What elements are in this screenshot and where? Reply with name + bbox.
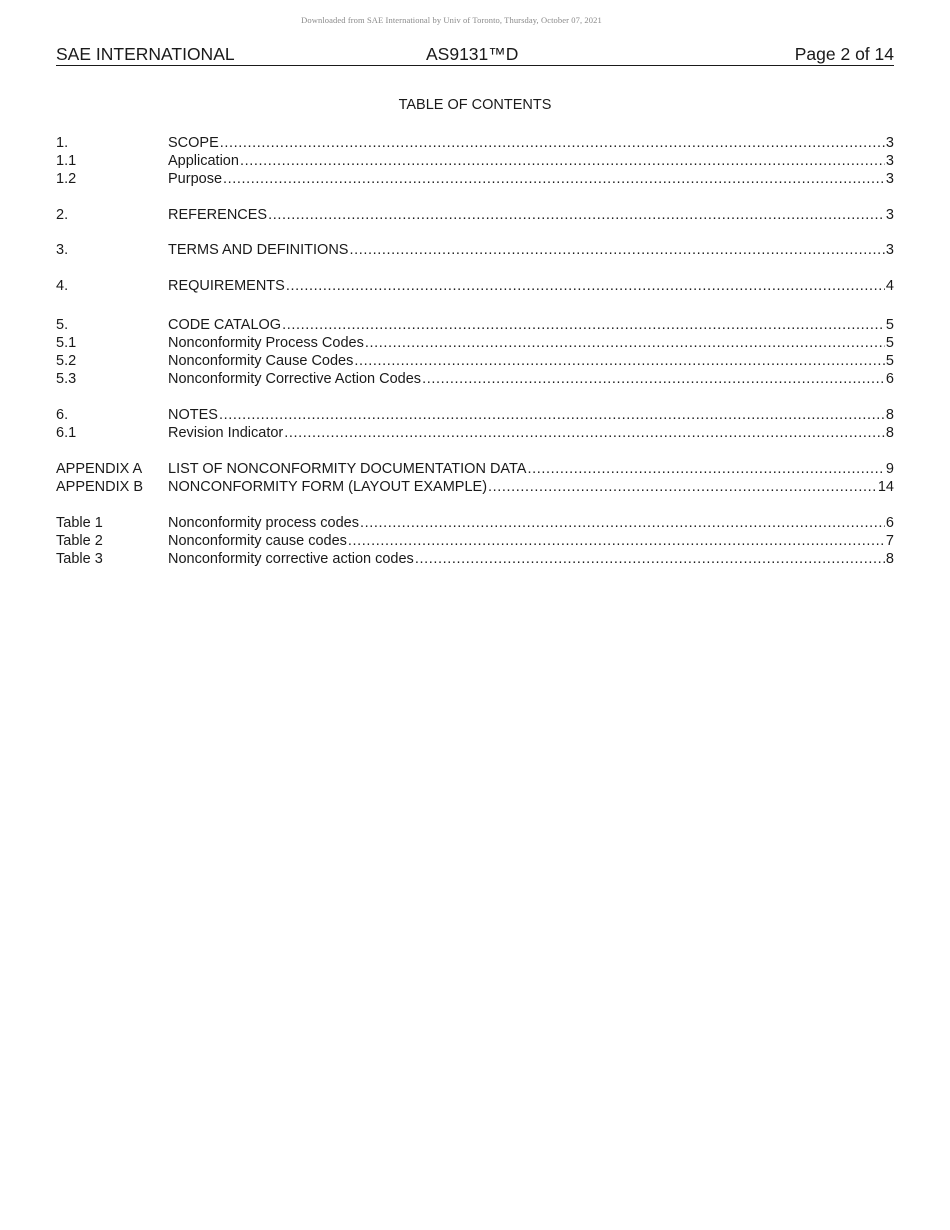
- toc-entry-title: Nonconformity Process Codes: [168, 335, 364, 351]
- toc-entry-number: 1.1: [56, 153, 77, 169]
- dot-leader: [220, 134, 885, 152]
- toc-entry-page: 4: [885, 278, 894, 294]
- toc-entry-title: TERMS AND DEFINITIONS: [168, 242, 349, 258]
- toc-group-requirements: [56, 277, 894, 295]
- toc-entry-title: SCOPE: [168, 135, 219, 151]
- toc-entry-number: APPENDIX A: [56, 461, 143, 477]
- toc-title: TABLE OF CONTENTS: [398, 97, 552, 113]
- toc-entry[interactable]: [56, 532, 894, 550]
- toc-entry-page: 5: [885, 317, 894, 333]
- header-organization: SAE INTERNATIONAL: [56, 44, 235, 64]
- toc-entry[interactable]: [56, 334, 894, 352]
- toc-entry[interactable]: [56, 406, 894, 424]
- toc-entry-title: Application: [168, 153, 239, 169]
- toc-entry-number: Table 2: [56, 533, 103, 549]
- toc-entry-number: 5.: [56, 317, 69, 333]
- toc-entry-title: REFERENCES: [168, 207, 268, 223]
- dot-leader: [527, 460, 884, 478]
- toc-entry-number: 5.1: [56, 335, 77, 351]
- toc-entry-page: 3: [885, 207, 894, 223]
- toc-entry-number: 6.: [56, 407, 69, 423]
- toc-entry-number: 5.3: [56, 371, 77, 387]
- toc-entry[interactable]: [56, 316, 894, 334]
- toc-entry-title: Nonconformity cause codes: [168, 533, 347, 549]
- toc-entry[interactable]: [56, 478, 894, 496]
- dot-leader: [286, 277, 885, 295]
- toc-entry-page: 3: [885, 153, 894, 169]
- toc-entry[interactable]: [56, 277, 894, 295]
- toc-entry-page: 3: [885, 135, 894, 151]
- toc-entry[interactable]: [56, 170, 894, 188]
- toc-entry-number: 3.: [56, 242, 69, 258]
- dot-leader: [349, 241, 884, 259]
- toc-entry-number: 1.: [56, 135, 69, 151]
- dot-leader: [348, 532, 885, 550]
- dot-leader: [219, 406, 885, 424]
- toc-group-references: [56, 206, 894, 224]
- toc-entry-title: Nonconformity Corrective Action Codes: [168, 371, 422, 387]
- toc-group-appendices: [56, 460, 894, 496]
- download-watermark: Downloaded from SAE International by Univ of Toronto, Thursday, October 07, 2021: [301, 15, 602, 25]
- toc-entry-number: Table 1: [56, 515, 103, 531]
- toc-entry[interactable]: [56, 352, 894, 370]
- toc-entry-page: 14: [877, 479, 894, 495]
- dot-leader: [240, 152, 885, 170]
- toc-entry-title: REQUIREMENTS: [168, 278, 285, 294]
- toc-entry-page: 8: [885, 425, 894, 441]
- toc-group-terms: [56, 241, 894, 259]
- toc-entry[interactable]: [56, 152, 894, 170]
- dot-leader: [223, 170, 885, 188]
- toc-entry-number: 4.: [56, 278, 69, 294]
- toc-entry-title: Revision Indicator: [168, 425, 284, 441]
- dot-leader: [488, 478, 877, 496]
- toc-entry-title: NOTES: [168, 407, 218, 423]
- toc-entry-page: 9: [885, 461, 894, 477]
- toc-entry-title: Nonconformity corrective action codes: [168, 551, 414, 567]
- toc-entry-number: 2.: [56, 207, 69, 223]
- toc-entry-page: 3: [885, 171, 894, 187]
- toc-entry-title: Purpose: [168, 171, 223, 187]
- toc-entry-number: 6.1: [56, 425, 77, 441]
- toc-entry-page: 6: [885, 371, 894, 387]
- toc-entry[interactable]: [56, 241, 894, 259]
- dot-leader: [354, 352, 885, 370]
- toc-entry[interactable]: [56, 134, 894, 152]
- toc-group-tables: [56, 514, 894, 568]
- dot-leader: [415, 550, 885, 568]
- toc-entry[interactable]: [56, 460, 894, 478]
- toc-entry-page: 8: [885, 407, 894, 423]
- toc-entry-number: 5.2: [56, 353, 77, 369]
- toc-entry[interactable]: [56, 370, 894, 388]
- header-page-number: Page 2 of 14: [794, 44, 894, 64]
- toc-entry[interactable]: [56, 550, 894, 568]
- dot-leader: [365, 334, 885, 352]
- toc-entry-title: LIST OF NONCONFORMITY DOCUMENTATION DATA: [168, 461, 527, 477]
- toc-entry-page: 3: [885, 242, 894, 258]
- toc-entry-title: NONCONFORMITY FORM (LAYOUT EXAMPLE): [168, 479, 488, 495]
- page-header: [56, 43, 894, 66]
- toc-entry[interactable]: [56, 514, 894, 532]
- toc-group-code-catalog: [56, 316, 894, 388]
- dot-leader: [268, 206, 885, 224]
- toc-entry-page: 8: [885, 551, 894, 567]
- toc-entry-page: 5: [885, 335, 894, 351]
- toc-entry-page: 7: [885, 533, 894, 549]
- dot-leader: [282, 316, 885, 334]
- toc-entry-title: Nonconformity process codes: [168, 515, 359, 531]
- toc-entry-page: 6: [885, 515, 894, 531]
- table-of-contents: [56, 134, 894, 568]
- toc-entry[interactable]: [56, 206, 894, 224]
- dot-leader: [284, 424, 885, 442]
- toc-entry-number: 1.2: [56, 171, 77, 187]
- dot-leader: [360, 514, 885, 532]
- dot-leader: [422, 370, 885, 388]
- toc-group-scope: [56, 134, 894, 188]
- toc-group-notes: [56, 406, 894, 442]
- toc-entry-number: APPENDIX B: [56, 479, 144, 495]
- toc-entry[interactable]: [56, 424, 894, 442]
- header-document-number: AS9131™D: [426, 44, 519, 64]
- toc-entry-title: Nonconformity Cause Codes: [168, 353, 354, 369]
- toc-entry-number: Table 3: [56, 551, 103, 567]
- toc-entry-title: CODE CATALOG: [168, 317, 282, 333]
- toc-entry-page: 5: [885, 353, 894, 369]
